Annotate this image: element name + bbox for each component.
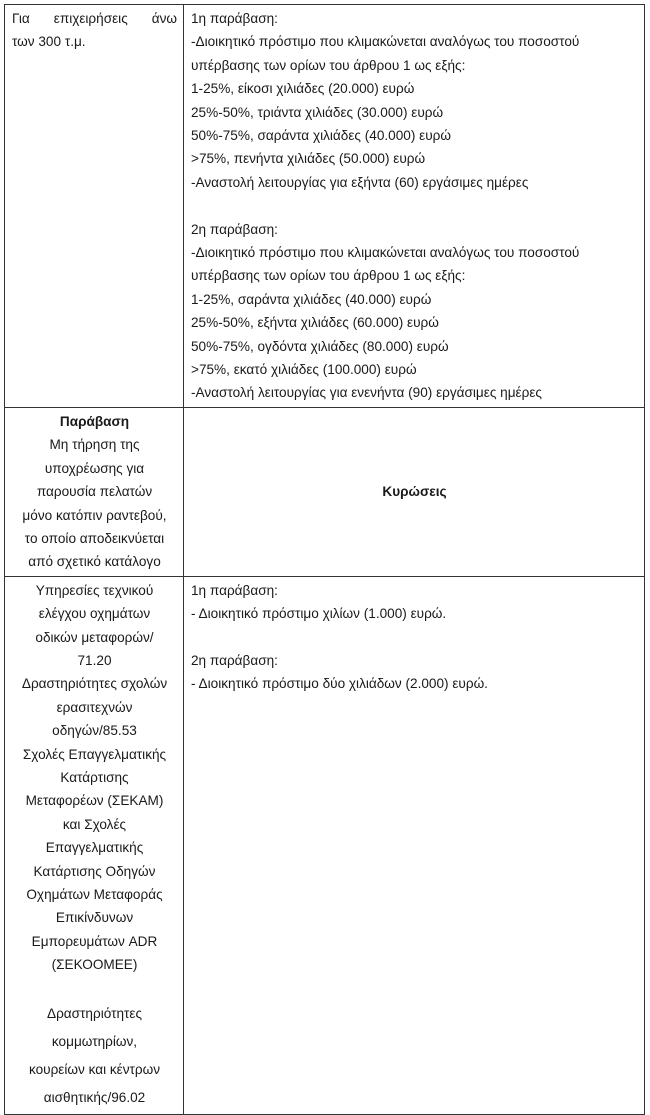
business-category-line: των 300 τ.μ. <box>12 34 86 50</box>
violation-heading: 1η παράβαση: <box>191 11 278 26</box>
sanction-line: >75%, εκατό χιλιάδες (100.000) ευρώ <box>191 362 417 378</box>
business-category-line: αισθητικής/96.02 <box>43 1090 146 1106</box>
business-category-line: Επαγγελματικής <box>45 840 144 856</box>
spacer <box>12 977 177 1000</box>
sanctions-cell <box>184 5 645 408</box>
sanction-line: 1-25%, σαράντα χιλιάδες (40.000) ευρώ <box>191 291 432 307</box>
business-category-line: Εμπορευμάτων ADR <box>31 933 158 949</box>
business-category-line: Επικίνδυνων <box>55 910 134 926</box>
business-category-cell <box>5 576 184 1114</box>
business-category-line: 71.20 <box>77 652 112 668</box>
business-category-line: Κατάρτισης Οδηγών <box>33 863 156 879</box>
spacer <box>191 626 638 649</box>
violation-description-line: υποχρέωσης για <box>44 460 145 476</box>
business-category-line: (ΣΕΚΟΟΜΕΕ) <box>51 957 138 973</box>
violation-heading: 2η παράβαση: <box>191 652 278 668</box>
business-category-line: ερασιτεχνών <box>56 699 133 715</box>
table-row-large-businesses <box>5 5 645 408</box>
violation-header-cell <box>5 407 184 576</box>
sanction-line: >75%, πενήντα χιλιάδες (50.000) ευρώ <box>191 151 426 167</box>
business-category-line: Δραστηριότητες <box>46 1006 143 1022</box>
sanction-line: -Διοικητικό πρόστιμο που κλιμακώνεται αναλόγως του ποσοστού <box>191 34 580 50</box>
spacer <box>191 194 638 217</box>
table-row-technical-services <box>5 576 645 1114</box>
business-category-line: Για επιχειρήσεις άνω <box>12 11 177 26</box>
sanction-line: -Διοικητικό πρόστιμο που κλιμακώνεται αναλόγως του ποσοστού <box>191 245 580 261</box>
violation-heading: 2η παράβαση: <box>191 221 278 237</box>
sanction-line: - Διοικητικό πρόστιμο δύο χιλιάδων (2.000) ευρώ. <box>191 676 488 692</box>
business-category-line: και Σχολές <box>62 816 127 832</box>
violation-description-line: Μη τήρηση της <box>49 437 140 453</box>
sanction-line: -Αναστολή λειτουργίας για εξήντα (60) εργάσιμες ημέρες <box>191 174 529 190</box>
sanction-line: - Διοικητικό πρόστιμο χιλίων (1.000) ευρώ. <box>191 606 447 622</box>
sanctions-cell <box>184 576 645 1114</box>
sanction-line: -Αναστολή λειτουργίας για ενενήντα (90) εργάσιμες ημέρες <box>191 385 542 401</box>
business-category-line: κουρείων και κέντρων <box>28 1062 161 1078</box>
sanction-line: 25%-50%, τριάντα χιλιάδες (30.000) ευρώ <box>191 104 444 120</box>
business-category-line: Οχημάτων Μεταφοράς <box>26 887 163 903</box>
violation-description-line: το οποίο αποδεικνύεται <box>24 530 165 546</box>
business-category-line: Μεταφορέων (ΣΕΚΑΜ) <box>25 793 164 809</box>
business-category-line: οδικών μεταφορών/ <box>35 629 154 645</box>
business-category-cell <box>5 5 184 408</box>
business-category-line: ελέγχου οχημάτων <box>38 606 151 622</box>
sanctions-table <box>4 4 645 1115</box>
sanction-line: 1-25%, είκοσι χιλιάδες (20.000) ευρώ <box>191 81 415 97</box>
violation-heading: 1η παράβαση: <box>191 582 278 598</box>
violation-description-line: από σχετικό κατάλογο <box>28 554 161 570</box>
business-category-line: Κατάρτισης <box>60 769 129 785</box>
sanction-line: υπέρβασης των ορίων του άρθρου 1 ως εξής: <box>191 57 466 73</box>
sanctions-header-cell <box>184 407 645 576</box>
sanction-line: 50%-75%, σαράντα χιλιάδες (40.000) ευρώ <box>191 128 451 144</box>
business-category-line: οδηγών/85.53 <box>52 723 137 739</box>
sanction-line: 25%-50%, εξήντα χιλιάδες (60.000) ευρώ <box>191 315 439 331</box>
sanction-line: υπέρβασης των ορίων του άρθρου 1 ως εξής: <box>191 268 466 284</box>
business-category-line: Σχολές Επαγγελματικής <box>22 746 167 762</box>
business-category-line: κομμωτηρίων, <box>51 1034 138 1050</box>
violation-description-line: μόνο κατόπιν ραντεβού, <box>22 507 167 523</box>
violation-column-heading: Παράβαση <box>59 413 130 429</box>
sanction-line: 50%-75%, ογδόντα χιλιάδες (80.000) ευρώ <box>191 338 449 354</box>
sanctions-column-heading: Κυρώσεις <box>382 484 447 500</box>
violation-description-line: παρουσία πελατών <box>36 484 153 500</box>
table-row-header <box>5 407 645 576</box>
business-category-line: Υπηρεσίες τεχνικού <box>35 582 154 598</box>
business-category-line: Δραστηριότητες σχολών <box>21 676 168 692</box>
